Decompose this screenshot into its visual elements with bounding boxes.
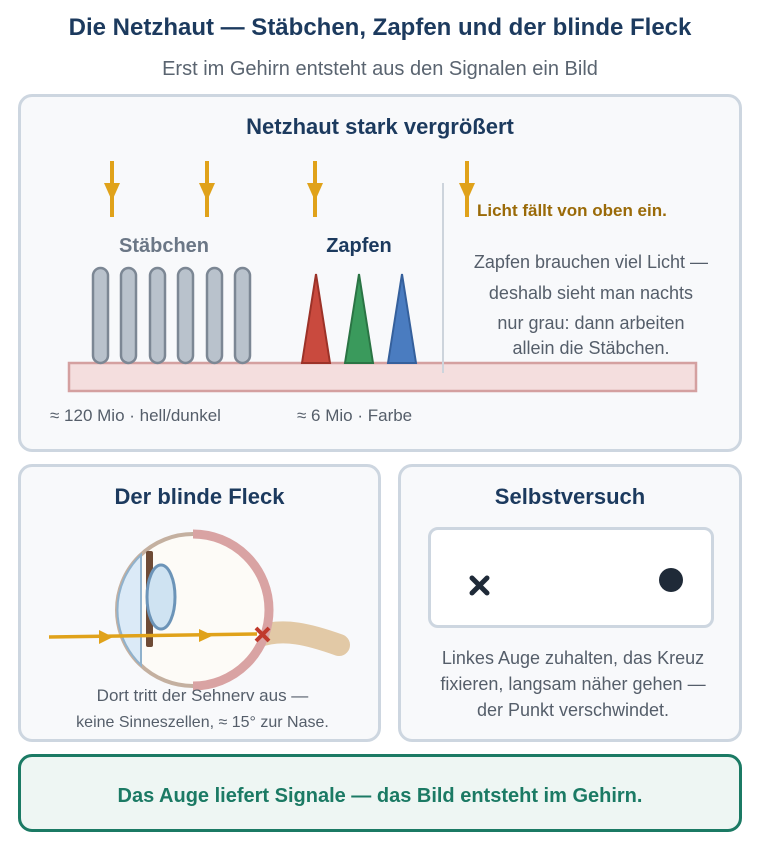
test-card-marks bbox=[431, 530, 717, 631]
test-card bbox=[428, 527, 714, 628]
cone-cell-red bbox=[302, 274, 330, 363]
cross-icon bbox=[472, 578, 487, 593]
rod-cell bbox=[93, 268, 108, 363]
light-note: Licht fällt von oben ein. bbox=[477, 201, 667, 220]
light-arrow-icon bbox=[307, 161, 323, 217]
footer-message: Das Auge liefert Signale — das Bild entsteht im Gehirn. bbox=[117, 785, 643, 807]
light-arrow-icon bbox=[459, 161, 475, 217]
experiment-title: Selbstversuch bbox=[494, 484, 646, 509]
instruction-line: Linkes Auge zuhalten, das Kreuz bbox=[441, 648, 705, 668]
retina-base-layer bbox=[69, 363, 696, 391]
retina-panel bbox=[18, 94, 742, 452]
cone-cell-green bbox=[345, 274, 373, 363]
lens bbox=[147, 565, 175, 629]
rod-cell bbox=[121, 268, 136, 363]
blind-spot-title: Der blinde Fleck bbox=[114, 484, 285, 509]
dot-icon bbox=[659, 568, 683, 592]
explanation-line: allein die Stäbchen. bbox=[512, 338, 670, 358]
light-arrow-icon bbox=[199, 161, 215, 217]
explanation-text bbox=[453, 247, 729, 359]
light-arrow-icon bbox=[104, 161, 120, 217]
cones-stat: ≈ 6 Mio · Farbe bbox=[297, 406, 413, 425]
cones-label: Zapfen bbox=[326, 235, 392, 257]
arrow-icon bbox=[99, 630, 113, 644]
rod-cell bbox=[178, 268, 193, 363]
experiment-instructions bbox=[401, 645, 745, 723]
page-subtitle: Erst im Gehirn entsteht aus den Signalen ein Bild bbox=[162, 58, 598, 80]
footer-banner bbox=[18, 754, 742, 832]
rods-label: Stäbchen bbox=[118, 235, 210, 257]
cone-cell-blue bbox=[388, 274, 416, 363]
blind-spot-panel bbox=[18, 464, 381, 742]
blind-spot-caption-2: keine Sinneszellen, ≈ 15° zur Nase. bbox=[76, 714, 329, 731]
explanation-line: deshalb sieht man nachts bbox=[488, 283, 694, 303]
instruction-line: fixieren, langsam näher gehen — bbox=[440, 674, 706, 694]
rods-stat: ≈ 120 Mio · hell/dunkel bbox=[50, 406, 221, 425]
instruction-line: der Punkt verschwindet. bbox=[476, 700, 670, 720]
cornea bbox=[117, 555, 141, 665]
retina-panel-title: Netzhaut stark vergrößert bbox=[246, 114, 514, 139]
rod-cell bbox=[235, 268, 250, 363]
rod-cell bbox=[150, 268, 165, 363]
rod-cell bbox=[207, 268, 222, 363]
page-title: Die Netzhaut — Stäbchen, Zapfen und der blinde Fleck bbox=[68, 14, 692, 41]
blind-spot-caption-1: Dort tritt der Sehnerv aus — bbox=[96, 686, 309, 705]
explanation-line: Zapfen brauchen viel Licht — bbox=[473, 252, 709, 272]
experiment-panel bbox=[398, 464, 742, 742]
explanation-line: nur grau: dann arbeiten bbox=[497, 313, 685, 333]
